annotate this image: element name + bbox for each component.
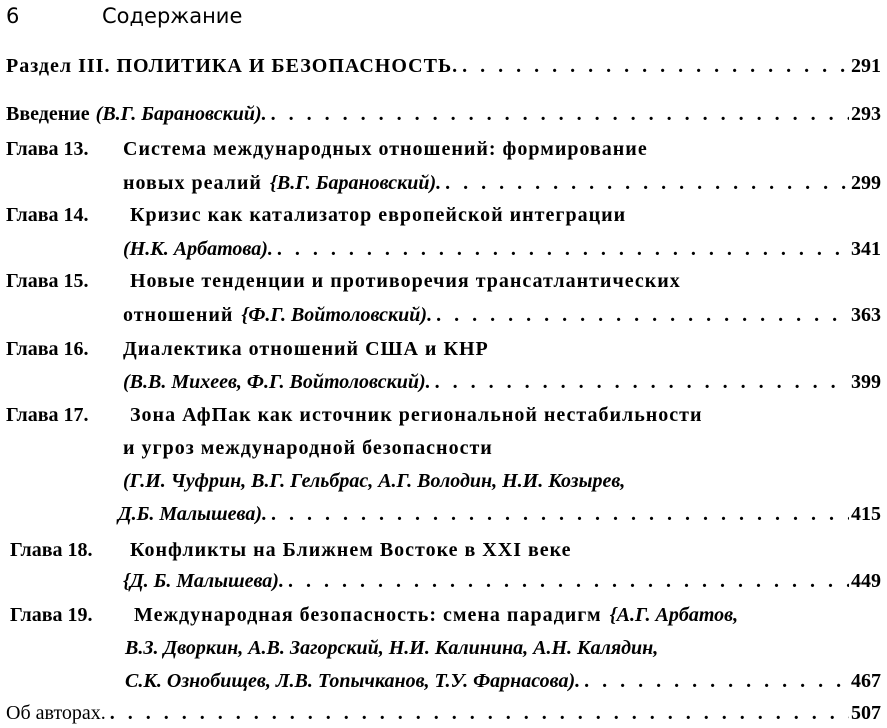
entry-author: {В.Г. Барановский). [269, 172, 442, 194]
leader-dots [584, 666, 849, 696]
chapter-title: Новые тенденции и противоречия трансатлантических [130, 270, 681, 292]
leader-dots [288, 566, 849, 596]
toc-entry-chapter-17-end[interactable] [118, 499, 881, 529]
entry-author: {А.Г. Арбатов, [609, 604, 739, 626]
entry-label: Об авторах. [6, 702, 106, 724]
leader-dots [436, 300, 849, 330]
page-ref: 363 [851, 304, 881, 326]
page-ref: 399 [851, 371, 881, 393]
section-title: Раздел III. ПОЛИТИКА И БЕЗОПАСНОСТЬ. [6, 55, 459, 77]
toc-entry-intro[interactable] [6, 99, 881, 129]
chapter-label: Глава 15. [6, 270, 89, 292]
chapter-title: Кризис как катализатор европейской интеграции [130, 204, 627, 226]
page-number: 6 [6, 4, 20, 28]
toc-entry-chapter-17-title[interactable] [6, 400, 881, 430]
chapter-label: Глава 18. [10, 539, 93, 561]
chapter-title-cont: и угроз международной безопасности [123, 437, 493, 459]
leader-dots [110, 698, 849, 728]
leader-dots [271, 99, 849, 129]
chapter-label: Глава 19. [10, 604, 93, 626]
toc-entry-chapter-19-authors [125, 633, 881, 663]
page-ref: 467 [851, 670, 881, 692]
toc-entry-chapter-17-authors [123, 466, 881, 496]
page-ref: 507 [851, 702, 881, 724]
entry-author: {Д. Б. Малышева). [123, 570, 284, 592]
toc-entry-chapter-15-end[interactable] [123, 300, 881, 330]
chapter-title: Система международных отношений: формирование [123, 138, 648, 160]
page-title: Содержание [102, 4, 243, 28]
leader-dots [462, 51, 849, 81]
toc-entry-chapter-18-end[interactable] [123, 566, 881, 596]
page-ref: 449 [851, 570, 881, 592]
toc-entry-chapter-15-title[interactable] [6, 266, 881, 296]
entry-author: (Г.И. Чуфрин, В.Г. Гельбрас, А.Г. Володин, Н.И. Козырев, [123, 470, 626, 492]
entry-author-cont: В.З. Дворкин, А.В. Загорский, Н.И. Калинина, А.Н. Калядин, [125, 637, 659, 659]
chapter-title-cont: отношений [123, 304, 234, 326]
page-ref: 299 [851, 172, 881, 194]
entry-author: (Н.К. Арбатова). [123, 238, 273, 260]
leader-dots [277, 234, 849, 264]
chapter-title: Диалектика отношений США и КНР [123, 338, 489, 360]
toc-entry-chapter-14-title[interactable] [6, 200, 881, 230]
toc-entry-section[interactable] [6, 51, 881, 81]
entry-author: {Ф.Г. Войтоловский). [241, 304, 433, 326]
entry-author: (В.В. Михеев, Ф.Г. Войтоловский). [123, 371, 431, 393]
leader-dots [435, 367, 849, 397]
entry-author: (В.Г. Барановский). [95, 103, 267, 125]
toc-entry-chapter-16-title[interactable] [6, 334, 881, 364]
toc-entry-chapter-14-end[interactable] [123, 234, 881, 264]
page-ref: 341 [851, 238, 881, 260]
chapter-label: Глава 16. [6, 338, 89, 360]
leader-dots [445, 168, 849, 198]
chapter-title-cont: новых реалий [123, 172, 262, 194]
page-ref: 291 [851, 55, 881, 77]
entry-author-cont: С.К. Ознобищев, Л.В. Топычканов, Т.У. Фарнасова). [125, 670, 581, 692]
toc-entry-chapter-13-title[interactable] [6, 134, 881, 164]
chapter-title: Конфликты на Ближнем Востоке в XXI веке [130, 539, 572, 561]
chapter-label: Глава 13. [6, 138, 89, 160]
entry-label: Введение [6, 103, 90, 125]
entry-author-cont: Д.Б. Малышева). [118, 503, 268, 525]
toc-entry-chapter-13-end[interactable] [123, 168, 881, 198]
toc-entry-chapter-16-end[interactable] [123, 367, 881, 397]
chapter-label: Глава 17. [6, 404, 89, 426]
leader-dots [271, 499, 849, 529]
toc-entry-chapter-19-end[interactable] [125, 666, 881, 696]
page-ref: 415 [851, 503, 881, 525]
toc-entry-chapter-18-title[interactable] [10, 535, 881, 565]
page-ref: 293 [851, 103, 881, 125]
toc-entry-chapter-19-title[interactable] [10, 600, 881, 630]
chapter-title: Зона АфПак как источник региональной нестабильности [130, 404, 703, 426]
chapter-label: Глава 14. [6, 204, 89, 226]
toc-entry-authors[interactable] [6, 698, 881, 728]
toc-entry-chapter-17-title-cont [123, 433, 881, 463]
chapter-title: Международная безопасность: смена парадигм [134, 604, 602, 626]
